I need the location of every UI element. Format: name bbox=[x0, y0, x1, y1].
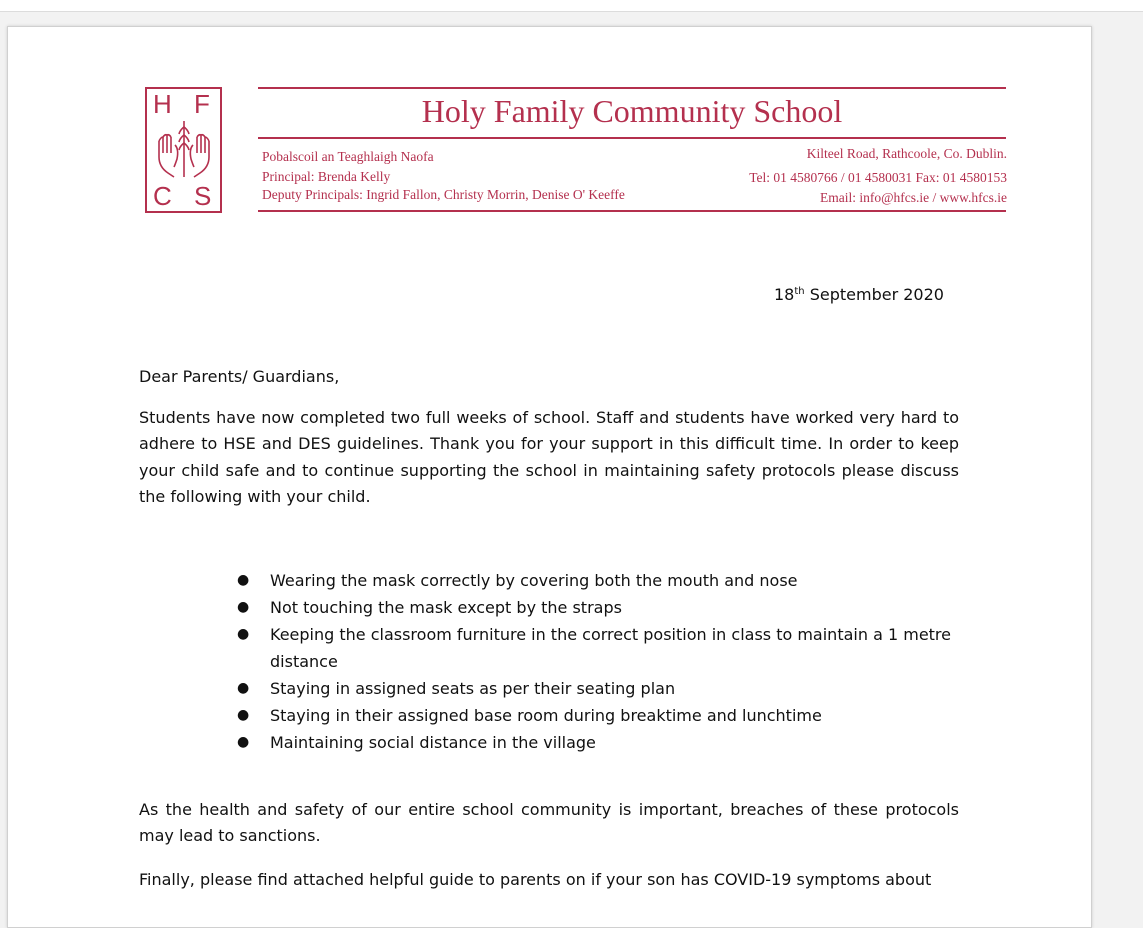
safety-bullet-list bbox=[233, 567, 973, 756]
bullet-icon: ● bbox=[237, 734, 250, 750]
paragraph-line: the following with your child. bbox=[139, 486, 371, 506]
bullet-icon: ● bbox=[237, 707, 250, 723]
school-name: Holy Family Community School bbox=[421, 93, 843, 129]
date-suffix: th bbox=[794, 286, 805, 297]
list-item bbox=[233, 702, 960, 729]
list-item bbox=[233, 729, 960, 756]
logo-letter-c: C bbox=[153, 181, 172, 211]
address-line: Kilteel Road, Rathcoole, Co. Dublin. bbox=[806, 146, 1007, 161]
partial-paragraph-line: Finally, please find attached helpful guide to parents on if your son has COVID-19 symptoms about bbox=[139, 870, 932, 889]
bullet-icon: ● bbox=[237, 626, 250, 642]
list-item bbox=[233, 567, 960, 594]
sanctions-paragraph bbox=[139, 797, 959, 850]
salutation: Dear Parents/ Guardians, bbox=[139, 367, 340, 386]
list-item-text: Wearing the mask correctly by covering both the mouth and nose bbox=[270, 571, 798, 590]
phone-fax-line: Tel: 01 4580766 / 01 4580031 Fax: 01 4580153 bbox=[749, 170, 1007, 185]
irish-name: Pobalscoil an Teaghlaigh Naofa bbox=[262, 149, 434, 164]
list-item bbox=[233, 621, 960, 675]
letter-date bbox=[774, 283, 944, 307]
intro-paragraph bbox=[139, 405, 959, 510]
list-item-text: Not touching the mask except by the straps bbox=[270, 598, 622, 617]
bullet-icon: ● bbox=[237, 572, 250, 588]
paragraph-line: As the health and safety of our entire school community is important, breaches of these protocols bbox=[139, 800, 959, 819]
letterhead-middle-rule bbox=[258, 137, 1006, 139]
list-item-text: Keeping the classroom furniture in the correct position in class to maintain a 1 metre distance bbox=[270, 625, 951, 671]
email-web-line: Email: info@hfcs.ie / www.hfcs.ie bbox=[819, 190, 1007, 205]
letterhead-top-rule bbox=[258, 87, 1006, 89]
bullet-icon: ● bbox=[237, 599, 250, 615]
letterhead-bottom-rule bbox=[258, 210, 1006, 212]
date-day: 18 bbox=[774, 285, 795, 304]
list-item-text: Staying in their assigned base room during breaktime and lunchtime bbox=[270, 706, 822, 725]
document-page bbox=[7, 26, 1092, 928]
school-logo bbox=[145, 87, 222, 213]
list-item bbox=[233, 594, 960, 621]
date-rest: September 2020 bbox=[804, 285, 944, 304]
paragraph-line: Students have now completed two full weeks of school. Staff and students have worked very hard to bbox=[139, 408, 959, 427]
paragraph-line: may lead to sanctions. bbox=[139, 826, 321, 846]
praying-hands-icon bbox=[155, 119, 213, 181]
list-item bbox=[233, 675, 960, 702]
list-item-text: Maintaining social distance in the village bbox=[270, 733, 596, 752]
bullet-icon: ● bbox=[237, 680, 250, 696]
paragraph-line: your child safe and to continue supporting the school in maintaining safety protocols please discuss bbox=[139, 460, 959, 480]
viewer-toolbar bbox=[0, 0, 1143, 12]
principal-line: Principal: Brenda Kelly bbox=[262, 169, 391, 184]
list-item-text: Staying in assigned seats as per their seating plan bbox=[270, 679, 676, 698]
logo-letter-h: H bbox=[153, 89, 172, 119]
logo-letter-s: S bbox=[194, 181, 212, 211]
logo-letter-f: F bbox=[194, 89, 210, 119]
paragraph-line: adhere to HSE and DES guidelines. Thank you for your support in this difficult time. In order to keep bbox=[139, 434, 959, 454]
deputy-principals-line: Deputy Principals: Ingrid Fallon, Christy Morrin, Denise O' Keeffe bbox=[262, 187, 625, 202]
